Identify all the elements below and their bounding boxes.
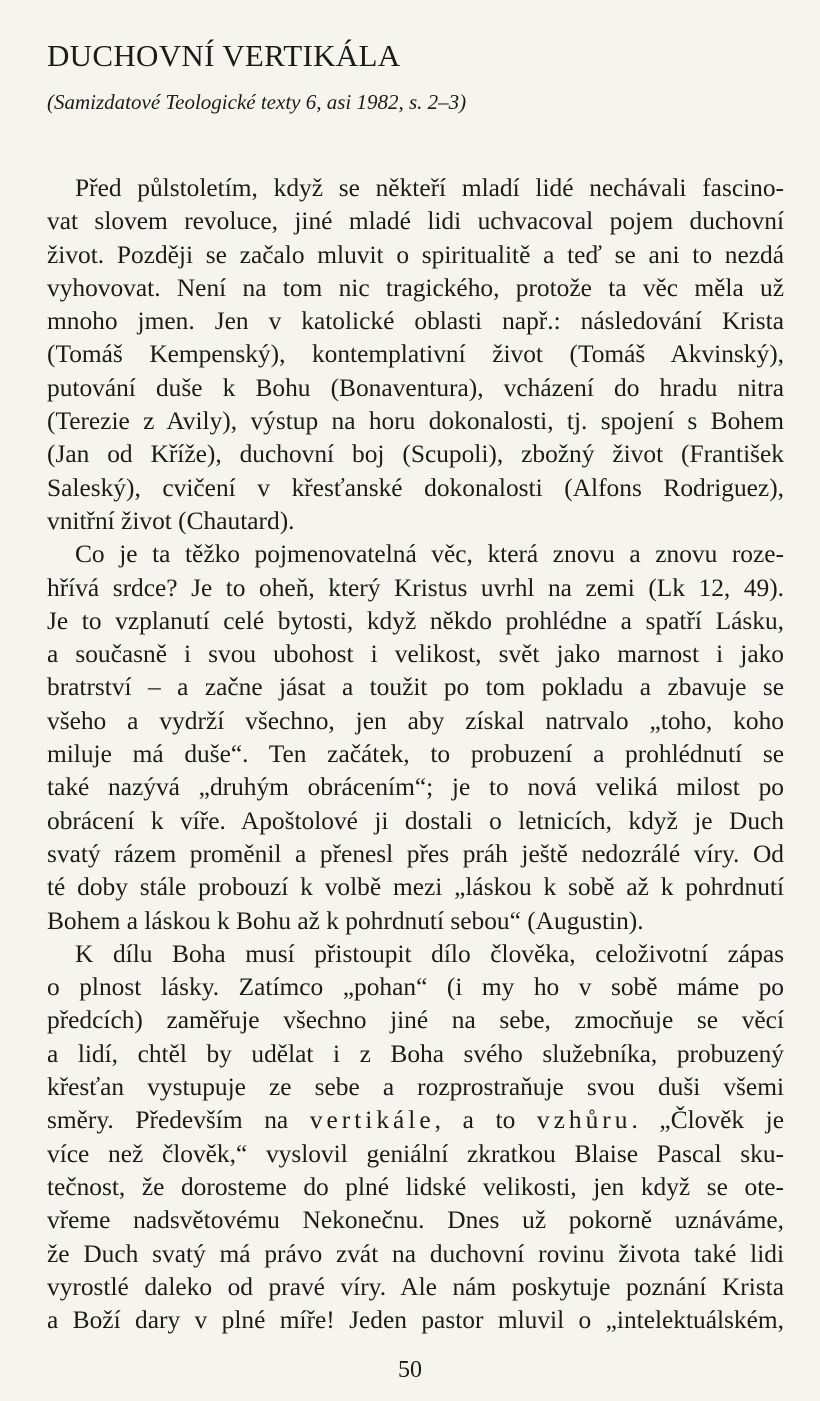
text-line: o plnost lásky. Zatímco „pohan“ (i my ho v sobě máme po (47, 973, 784, 1002)
text-segment: směry. Především na (47, 1106, 310, 1135)
text-line: bratrství – a začne jásat a toužit po tom pokladu a zbavuje se (47, 673, 784, 702)
text-line: vyhovovat. Není na tom nic tragického, protože ta věc měla už (47, 273, 784, 302)
text-line: vnitřní život (Chautard). (47, 506, 295, 535)
text-line: (Terezie z Avily), výstup na horu dokonalosti, tj. spojení s Bohem (47, 407, 784, 436)
paragraph-3 (47, 938, 784, 1338)
text-line: hřívá srdce? Je to oheň, který Kristus uvrhl na zemi (Lk 12, 49). (47, 573, 784, 602)
spaced-emphasis: vertikále (309, 1106, 435, 1135)
text-line: vřeme nadsvětovému Nekonečnu. Dnes už pokorně uznáváme, (47, 1206, 784, 1235)
text-line: a lidí, chtěl by udělat i z Boha svého služebníka, probuzený (47, 1039, 784, 1068)
text-line: předcích) zaměřuje všechno jiné na sebe, zmocňuje se věcí (47, 1006, 784, 1035)
text-line: že Duch svatý má právo zvát na duchovní rovinu života také lidi (47, 1239, 784, 1268)
text-line: miluje má duše“. Ten začátek, to probuzení a prohlédnutí se (47, 740, 784, 769)
text-line: a současně i svou ubohost i velikost, svět jako marnost i jako (47, 640, 784, 669)
text-line: vat slovem revoluce, jiné mladé lidi uchvacoval pojem duchovní (47, 207, 784, 236)
text-line: více než člověk,“ vyslovil geniální zkratkou Blaise Pascal sku- (47, 1139, 784, 1168)
source-citation: (Samizdatové Teologické texty 6, asi 1982, s. 2–3) (47, 90, 467, 114)
text-line: putování duše k Bohu (Bonaventura), vcházení do hradu nitra (47, 373, 784, 402)
paragraph-1 (47, 172, 784, 538)
text-line: svatý rázem proměnil a přenesl přes práh ještě nedozrálé víry. Od (47, 839, 784, 868)
text-segment: , a to (434, 1106, 537, 1135)
text-line: tečnost, že dorosteme do plné lidské velikosti, jen když se ote- (47, 1172, 784, 1201)
text-line: (Tomáš Kempenský), kontemplativní život (Tomáš Akvinský), (47, 340, 784, 369)
text-line: Bohem a láskou k Bohu až k pohrdnutí sebou“ (Augustin). (47, 906, 644, 935)
text-line: K dílu Boha musí přistoupit dílo člověka, celoživotní zápas (75, 939, 784, 968)
chapter-heading: DUCHOVNÍ VERTIKÁLA (47, 38, 401, 73)
text-line: Co je ta těžko pojmenovatelná věc, která znovu a znovu roze- (75, 540, 784, 569)
text-line: křesťan vystupuje ze sebe a rozprostraňuje svou duši všemi (47, 1073, 784, 1102)
text-line: a Boží dary v plné míře! Jeden pastor mluvil o „intelektuálském, (47, 1306, 784, 1335)
page-number: 50 (398, 1357, 422, 1383)
body-text (47, 172, 784, 1337)
text-line: mnoho jmen. Jen v katolické oblasti např.: následování Krista (47, 307, 784, 336)
text-line: (Jan od Kříže), duchovní boj (Scupoli), zbožný život (František (47, 440, 784, 469)
text-line: vyrostlé daleko od pravé víry. Ale nám poskytuje poznání Krista (47, 1272, 784, 1301)
paragraph-2 (47, 538, 784, 938)
text-line: všeho a vydrží všechno, jen aby získal natrvalo „toho, koho (47, 706, 784, 735)
spaced-emphasis: vzhůru (536, 1106, 632, 1135)
text-line: té doby stále probouzí k volbě mezi „láskou k sobě až k pohrdnutí (47, 873, 784, 902)
text-line: také nazývá „druhým obrácením“; je to nová veliká milost po (47, 773, 784, 802)
text-line: Před půlstoletím, když se někteří mladí lidé nechávali fascino- (75, 174, 784, 202)
text-line: život. Později se začalo mluvit o spiritualitě a teď se ani to nezdá (47, 240, 784, 269)
text-line: Je to vzplanutí celé bytosti, když někdo prohlédne a spatří Lásku, (47, 606, 784, 635)
text-line: Saleský), cvičení v křesťanské dokonalosti (Alfons Rodriguez), (47, 473, 784, 502)
text-line-with-emphasis (47, 1104, 784, 1137)
text-segment: . „Člověk je (631, 1106, 784, 1135)
text-line: obrácení k víře. Apoštolové ji dostali o letnicích, když je Duch (47, 806, 784, 835)
